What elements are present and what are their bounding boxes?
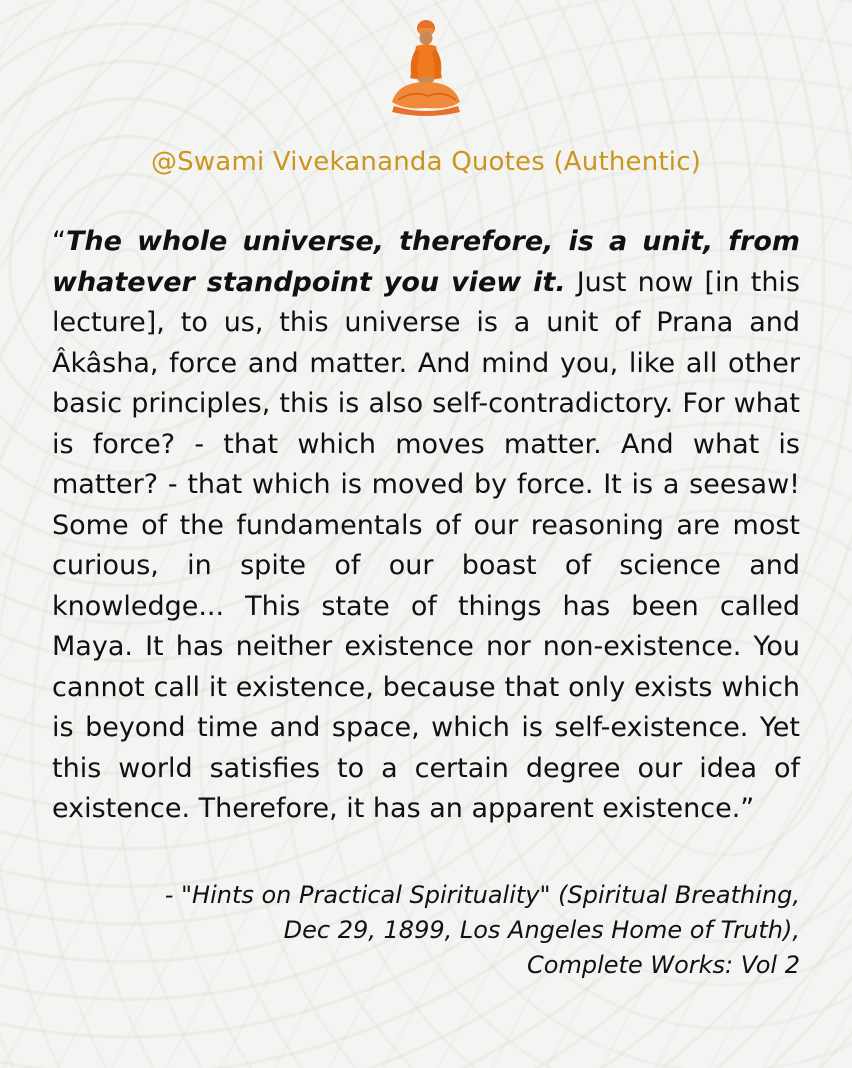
citation bbox=[100, 878, 800, 983]
quote-text bbox=[52, 222, 800, 830]
account-handle: @Swami Vivekananda Quotes (Authentic) bbox=[150, 147, 702, 177]
citation-line-1: - "Hints on Practical Spirituality" (Spiritual Breathing, bbox=[164, 881, 800, 909]
quote-open-mark: “ bbox=[52, 226, 66, 257]
seated-figure-logo bbox=[388, 16, 464, 116]
quote-body: Just now [in this lecture], to us, this universe is a unit of Prana and Âkâsha, force and matter. And mind you, like all other basic principles, this is also self-contradictory. For what is force? - that which moves matter. And what is matter? - that which is moved by force. It is a seesaw! Some of the fundamentals of our reasoning are most curious, in spite of our boast of science and knowledge... This state of things has been called Maya. It has neither existence nor non-existence. You cannot call it existence, because that only exists which is beyond time and space, which is self-existence. Yet this world satisfies to a certain degree our idea of existence. Therefore, it has an apparent existence.” bbox=[52, 266, 800, 824]
citation-line-3: Complete Works: Vol 2 bbox=[527, 951, 800, 979]
citation-line-2: Dec 29, 1899, Los Angeles Home of Truth), bbox=[283, 916, 800, 944]
quote-bold-lead: The whole universe, therefore, is a unit, from whatever standpoint you view it. bbox=[52, 226, 800, 298]
